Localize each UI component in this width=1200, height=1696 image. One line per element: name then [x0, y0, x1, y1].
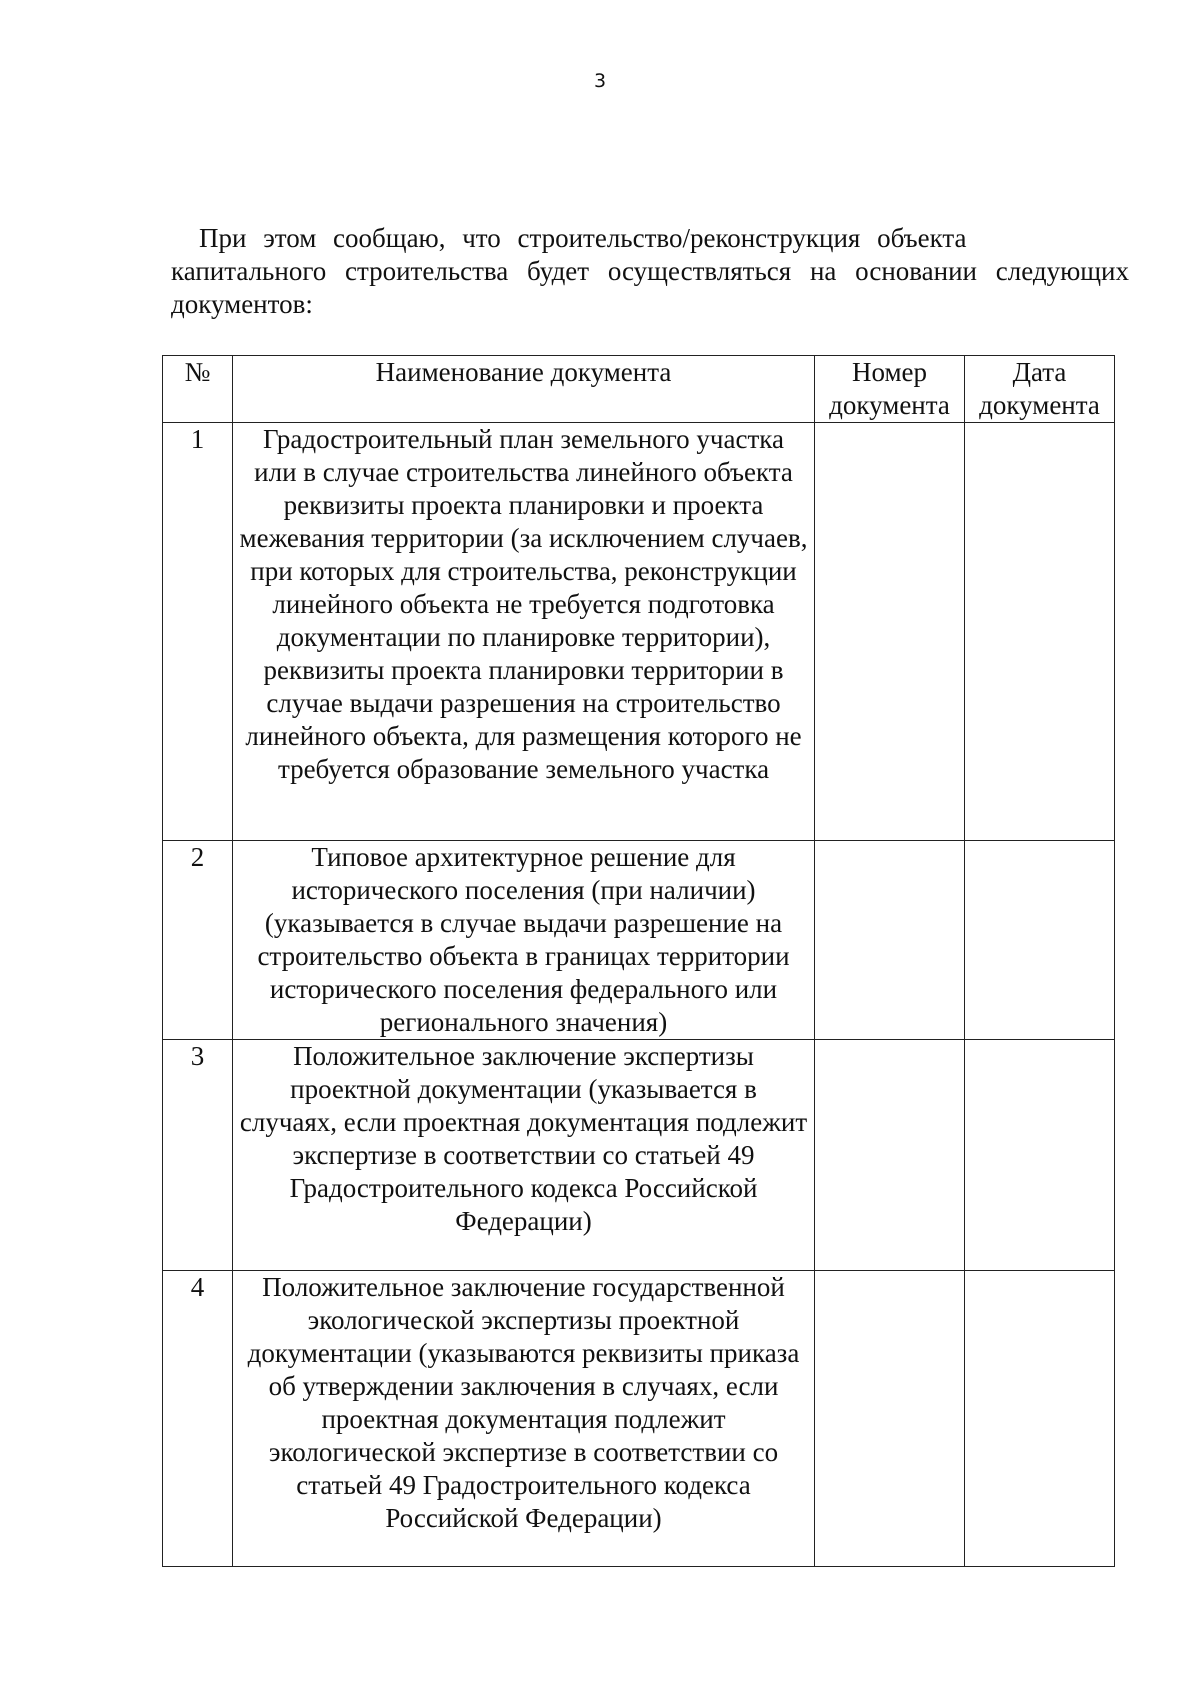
row-document-number — [815, 1271, 965, 1567]
row-document-name: Положительное заключение государственной экологической экспертизы проектной документации (указываются реквизиты приказа об утверждении заключения в случаях, если проектная документация подлежит экологической экспертизе в соответствии со статьей 49 Градостроительного кодекса Российской Федерации) — [233, 1271, 815, 1567]
header-num: № — [163, 356, 233, 423]
row-document-number — [815, 1040, 965, 1271]
header-document-date: Дата документа — [965, 356, 1115, 423]
intro-paragraph — [171, 222, 1129, 321]
table-header-row — [163, 356, 1115, 423]
intro-line-3: документов: — [171, 289, 313, 319]
header-document-number: Номер документа — [815, 356, 965, 423]
row-document-number — [815, 841, 965, 1040]
row-document-date — [965, 423, 1115, 841]
table-row — [163, 841, 1115, 1040]
row-document-number — [815, 423, 965, 841]
header-document-name: Наименование документа — [233, 356, 815, 423]
row-num: 2 — [163, 841, 233, 1040]
row-document-date — [965, 1271, 1115, 1567]
intro-line-2: капитального строительства будет осуществляться на основании следующих — [171, 256, 1129, 286]
page-number: 3 — [593, 70, 607, 92]
row-document-date — [965, 841, 1115, 1040]
row-num: 4 — [163, 1271, 233, 1567]
row-document-name: Положительное заключение экспертизы проектной документации (указывается в случаях, если проектная документация подлежит экспертизе в соответствии со статьей 49 Градостроительного кодекса Российской Федерации) — [233, 1040, 815, 1271]
row-num: 1 — [163, 423, 233, 841]
row-document-date — [965, 1040, 1115, 1271]
row-document-name: Градостроительный план земельного участка или в случае строительства линейного объекта реквизиты проекта планировки и проекта межевания территории (за исключением случаев, при которых для строительства, реконструкции линейного объекта не требуется подготовка документации по планировке территории), реквизиты проекта планировки территории в случае выдачи разрешения на строительство линейного объекта, для размещения которого не требуется образование земельного участка — [233, 423, 815, 841]
row-document-name: Типовое архитектурное решение для исторического поселения (при наличии) (указывается в случае выдачи разрешение на строительство объекта в границах территории исторического поселения федерального или регионального значения) — [233, 841, 815, 1040]
table-row — [163, 1040, 1115, 1271]
table-row — [163, 1271, 1115, 1567]
row-num: 3 — [163, 1040, 233, 1271]
intro-line-1: При этом сообщаю, что строительство/реконструкция объекта — [199, 223, 967, 253]
documents-table — [162, 355, 1115, 1567]
table-row — [163, 423, 1115, 841]
